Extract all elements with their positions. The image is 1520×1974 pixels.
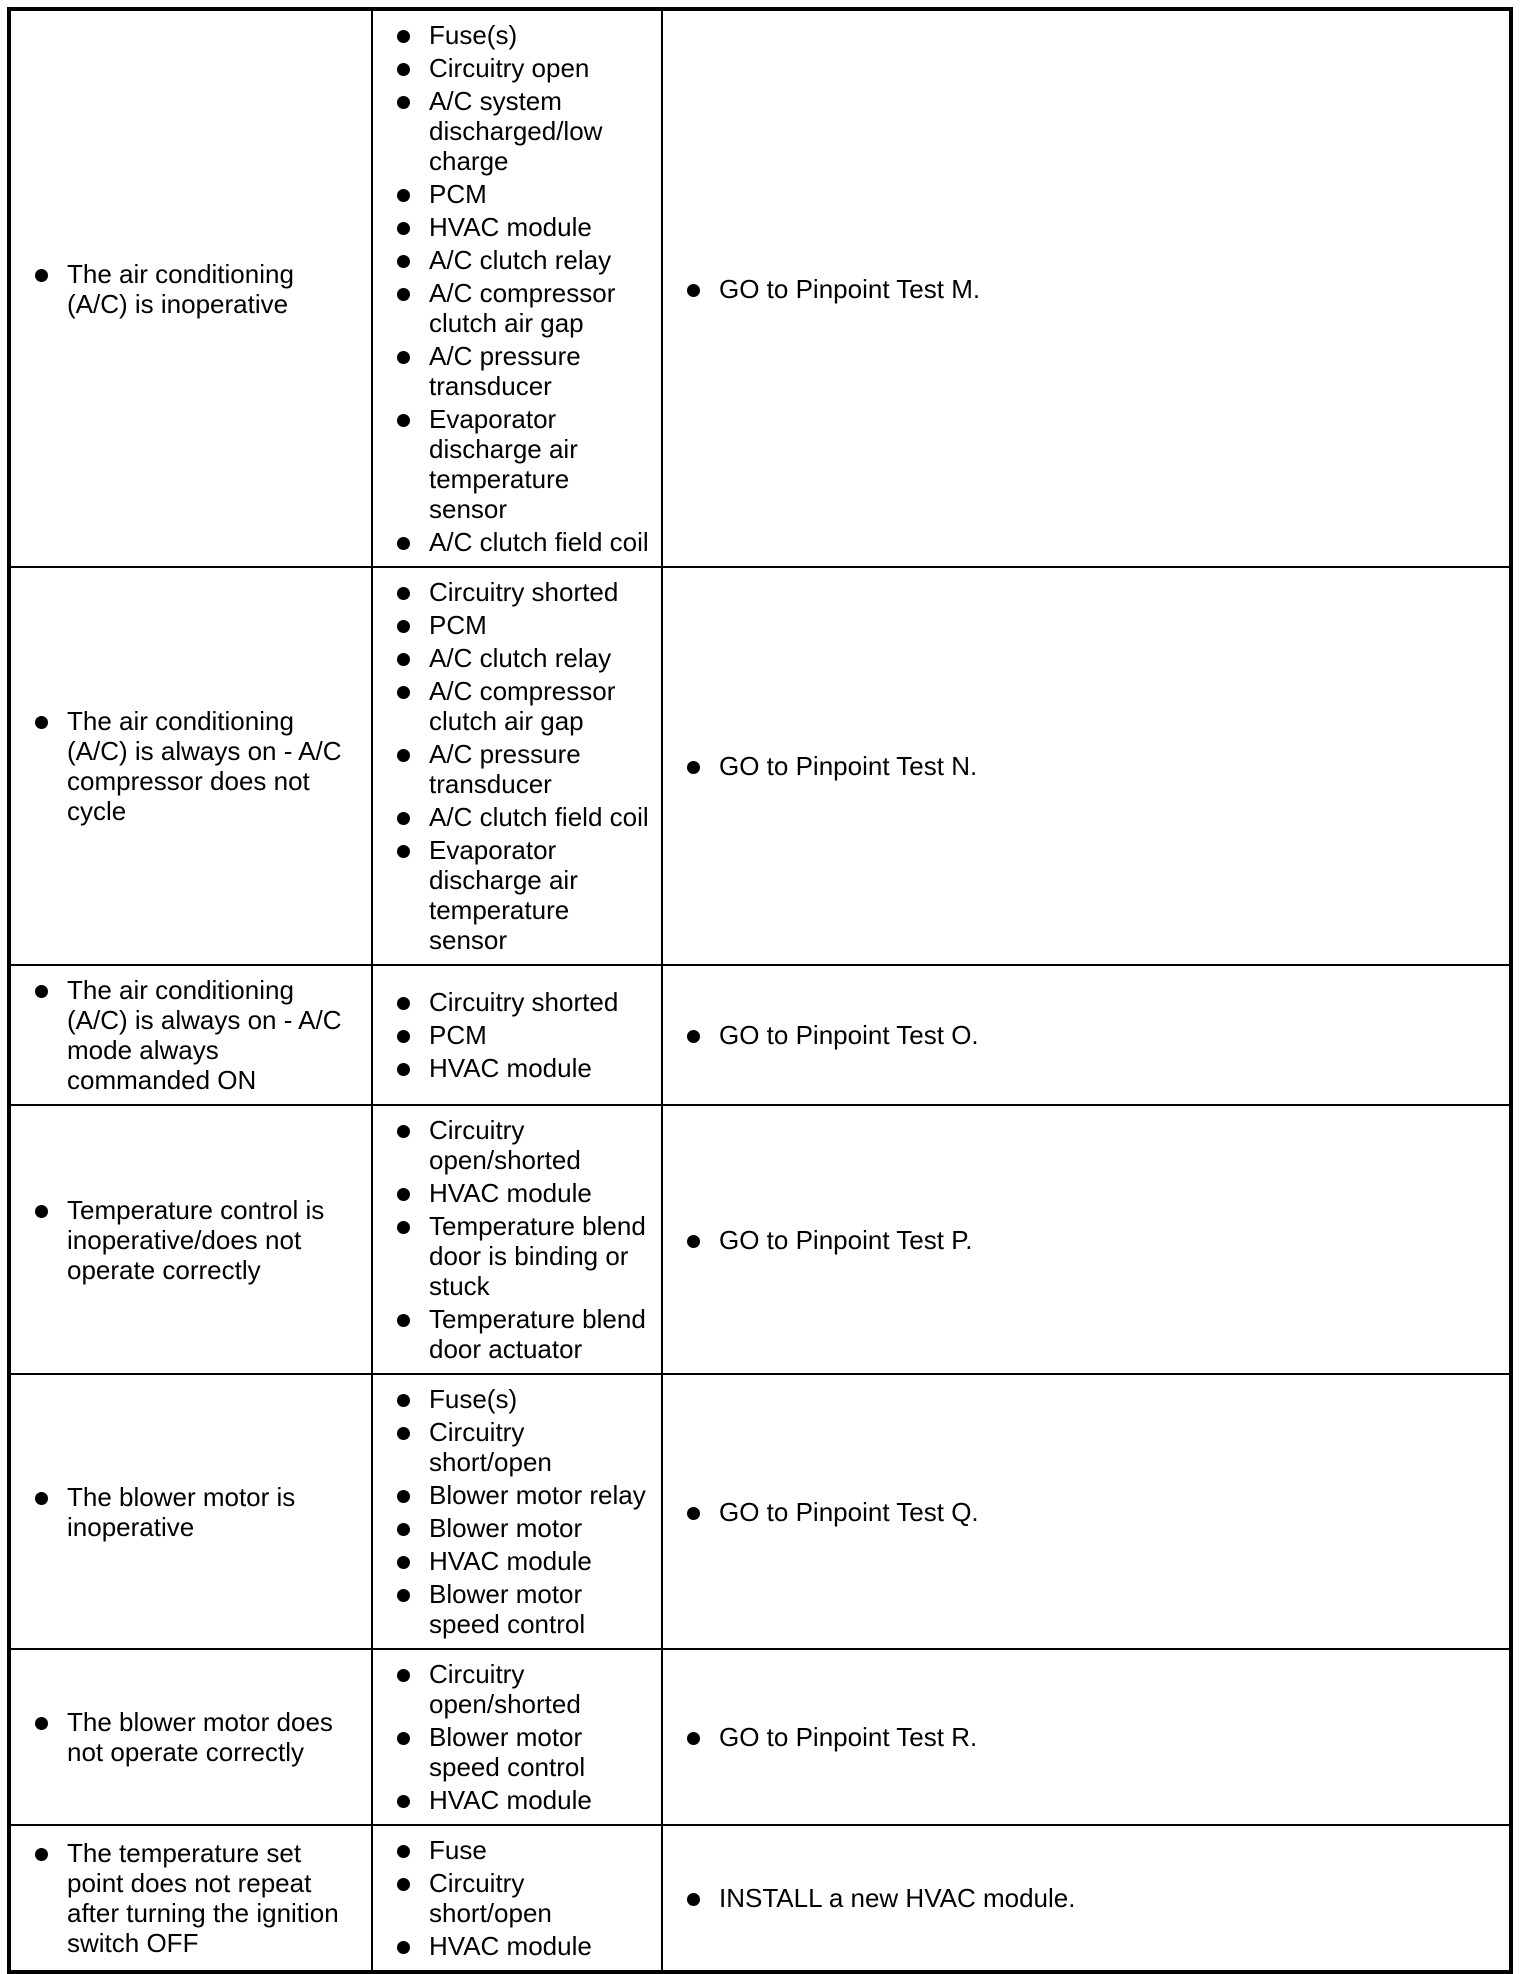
possible-source-item: Circuitry shorted (395, 987, 651, 1017)
possible-source-item: Blower motor (395, 1513, 651, 1543)
possible-source-cell (372, 1649, 662, 1825)
action-list (685, 1020, 1499, 1050)
action-cell (662, 567, 1511, 965)
action-text: GO to Pinpoint Test R. (685, 1722, 1499, 1752)
condition-text: The air conditioning (A/C) is always on - A/C mode always commanded ON (33, 975, 361, 1095)
possible-source-item: A/C clutch relay (395, 245, 651, 275)
possible-source-item: Evaporator discharge air temperature sensor (395, 835, 651, 955)
condition-text: The air conditioning (A/C) is always on - A/C compressor does not cycle (33, 706, 361, 826)
possible-source-item: Fuse(s) (395, 1384, 651, 1414)
possible-source-item: Temperature blend door is binding or stuck (395, 1211, 651, 1301)
table-row (9, 1825, 1511, 1972)
possible-source-item: Evaporator discharge air temperature sensor (395, 404, 651, 524)
action-text: GO to Pinpoint Test P. (685, 1225, 1499, 1255)
table-body (9, 9, 1511, 1972)
possible-source-item: A/C clutch field coil (395, 802, 651, 832)
possible-source-cell (372, 1105, 662, 1374)
action-cell (662, 9, 1511, 567)
possible-source-item: Circuitry open/shorted (395, 1659, 651, 1719)
possible-source-list (395, 1659, 651, 1815)
condition-list (33, 1195, 361, 1285)
possible-source-item: A/C clutch relay (395, 643, 651, 673)
condition-cell (9, 1825, 372, 1972)
possible-source-item: HVAC module (395, 1053, 651, 1083)
possible-source-list (395, 987, 651, 1083)
possible-source-item: Temperature blend door actuator (395, 1304, 651, 1364)
action-text: GO to Pinpoint Test M. (685, 274, 1499, 304)
possible-source-item: Circuitry open (395, 53, 651, 83)
symptom-chart-table (7, 7, 1513, 1974)
possible-source-cell (372, 567, 662, 965)
possible-source-item: HVAC module (395, 1785, 651, 1815)
action-cell (662, 965, 1511, 1105)
action-text: GO to Pinpoint Test O. (685, 1020, 1499, 1050)
possible-source-item: Blower motor speed control (395, 1579, 651, 1639)
table-row (9, 1105, 1511, 1374)
possible-source-item: A/C compressor clutch air gap (395, 676, 651, 736)
possible-source-item: A/C pressure transducer (395, 739, 651, 799)
possible-source-list (395, 577, 651, 955)
possible-source-item: Circuitry open/shorted (395, 1115, 651, 1175)
action-list (685, 1883, 1499, 1913)
table-row (9, 965, 1511, 1105)
possible-source-item: HVAC module (395, 1546, 651, 1576)
possible-source-item: Fuse(s) (395, 20, 651, 50)
condition-cell (9, 567, 372, 965)
action-text: GO to Pinpoint Test N. (685, 751, 1499, 781)
condition-cell (9, 1105, 372, 1374)
possible-source-item: Blower motor speed control (395, 1722, 651, 1782)
condition-list (33, 1482, 361, 1542)
action-list (685, 1722, 1499, 1752)
condition-cell (9, 1374, 372, 1649)
possible-source-list (395, 1115, 651, 1364)
condition-list (33, 1838, 361, 1958)
action-cell (662, 1105, 1511, 1374)
possible-source-item: A/C clutch field coil (395, 527, 651, 557)
table-row (9, 9, 1511, 567)
possible-source-item: PCM (395, 179, 651, 209)
possible-source-cell (372, 9, 662, 567)
condition-cell (9, 9, 372, 567)
possible-source-cell (372, 1825, 662, 1972)
condition-text: The blower motor is inoperative (33, 1482, 361, 1542)
possible-source-item: Circuitry shorted (395, 577, 651, 607)
possible-source-item: Circuitry short/open (395, 1417, 651, 1477)
action-text: INSTALL a new HVAC module. (685, 1883, 1499, 1913)
possible-source-cell (372, 1374, 662, 1649)
possible-source-item: Circuitry short/open (395, 1868, 651, 1928)
condition-list (33, 975, 361, 1095)
action-cell (662, 1374, 1511, 1649)
condition-text: The blower motor does not operate correctly (33, 1707, 361, 1767)
possible-source-item: HVAC module (395, 1931, 651, 1961)
action-cell (662, 1649, 1511, 1825)
condition-text: The air conditioning (A/C) is inoperative (33, 259, 361, 319)
condition-text: Temperature control is inoperative/does not operate correctly (33, 1195, 361, 1285)
action-list (685, 1225, 1499, 1255)
action-text: GO to Pinpoint Test Q. (685, 1497, 1499, 1527)
possible-source-item: PCM (395, 610, 651, 640)
condition-cell (9, 965, 372, 1105)
possible-source-item: A/C system discharged/low charge (395, 86, 651, 176)
action-cell (662, 1825, 1511, 1972)
possible-source-item: A/C pressure transducer (395, 341, 651, 401)
possible-source-item: PCM (395, 1020, 651, 1050)
possible-source-list (395, 20, 651, 557)
action-list (685, 751, 1499, 781)
condition-cell (9, 1649, 372, 1825)
possible-source-item: HVAC module (395, 1178, 651, 1208)
table-row (9, 567, 1511, 965)
condition-list (33, 259, 361, 319)
possible-source-cell (372, 965, 662, 1105)
condition-list (33, 706, 361, 826)
possible-source-item: Blower motor relay (395, 1480, 651, 1510)
possible-source-item: Fuse (395, 1835, 651, 1865)
table-row (9, 1649, 1511, 1825)
condition-text: The temperature set point does not repeat after turning the ignition switch OFF (33, 1838, 361, 1958)
possible-source-list (395, 1835, 651, 1961)
possible-source-item: HVAC module (395, 212, 651, 242)
condition-list (33, 1707, 361, 1767)
possible-source-list (395, 1384, 651, 1639)
table-row (9, 1374, 1511, 1649)
action-list (685, 1497, 1499, 1527)
possible-source-item: A/C compressor clutch air gap (395, 278, 651, 338)
action-list (685, 274, 1499, 304)
